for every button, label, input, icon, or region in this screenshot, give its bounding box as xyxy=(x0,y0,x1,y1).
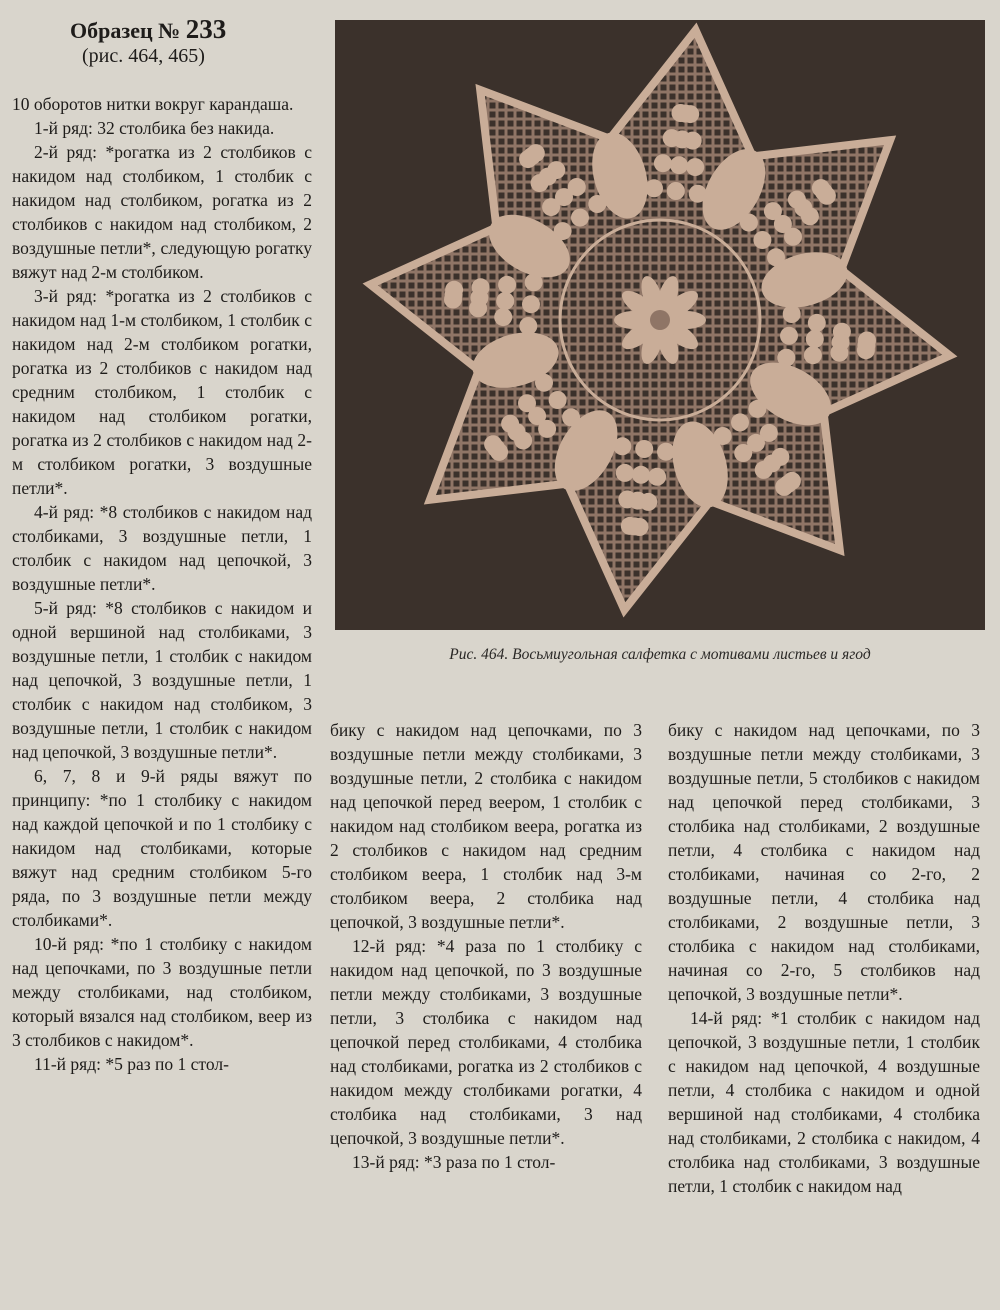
berry-motif xyxy=(784,228,802,246)
flower-center xyxy=(650,310,670,330)
berry-motif xyxy=(519,317,537,335)
instruction-paragraph: 10-й ряд: *по 1 столбику с накидом над цепочками, по 3 воздушные петли между столбиками, над столбиком, который вязался над столбиком, веер из 3 столбиков с накидом*. xyxy=(12,934,312,1050)
berry-motif xyxy=(549,391,567,409)
berry-motif xyxy=(734,444,752,462)
berry-motif xyxy=(775,478,793,496)
doily-photo xyxy=(335,20,985,630)
berry-motif xyxy=(801,207,819,225)
instructions-column-2 xyxy=(330,718,642,1174)
berry-motif xyxy=(445,281,463,299)
berry-motif xyxy=(501,415,519,433)
berry-motif xyxy=(472,278,490,296)
instruction-paragraph: 2-й ряд: *рогатка из 2 столбиков с накидом над столбиком, 1 столбик с накидом над столбиком, рогатка из 2 столбиков с накидом над столбиком, 2 воздушные петли*, следующую рогатку вяжут над 2-м столбиком. xyxy=(12,142,312,282)
berry-motif xyxy=(755,461,773,479)
berry-motif xyxy=(616,464,634,482)
berry-motif xyxy=(686,158,704,176)
instruction-paragraph: 1-й ряд: 32 столбика без накида. xyxy=(34,118,275,138)
berry-motif xyxy=(494,308,512,326)
berry-motif xyxy=(547,161,565,179)
berry-motif xyxy=(645,179,663,197)
berry-motif xyxy=(818,187,836,205)
pattern-title xyxy=(70,16,320,44)
pattern-header xyxy=(70,16,320,68)
doily-illustration xyxy=(335,20,985,630)
berry-motif xyxy=(484,435,502,453)
berry-motif xyxy=(654,154,672,172)
berry-motif xyxy=(681,105,699,123)
berry-motif xyxy=(618,490,636,508)
instruction-paragraph: бику с накидом над цепочками, по 3 воздушные петли между столбиками, 3 воздушные петли, 2 столбика с накидом над цепочкой перед веером, 1 столбик с накидом над столбиком веера, рогатка из 2 столбиков с накидом над средним столбиком веера, 1 столбик над 3-м столбиком веера, 2 столбика над цепочкой, 3 воздушные петли*. xyxy=(330,720,642,932)
instruction-paragraph: 5-й ряд: *8 столбиков с накидом и одной вершиной над столбиками, 3 воздушные петли, 1 столбик с накидом над цепочкой, 3 воздушные петли, 1 столбик с накидом над столбиком, 3 воздушные петли, 1 столбик с накидом над цепочкой, 3 воздушные петли*. xyxy=(12,598,312,762)
instruction-paragraph: 4-й ряд: *8 столбиков с накидом над столбиками, 3 воздушные петли, 1 столбик с накидом над цепочкой, 3 воздушные петли*. xyxy=(12,502,312,594)
berry-motif xyxy=(632,466,650,484)
berry-motif xyxy=(780,327,798,345)
berry-motif xyxy=(635,440,653,458)
berry-motif xyxy=(684,132,702,150)
berry-motif xyxy=(657,443,675,461)
instruction-paragraph: 13-й ряд: *3 раза по 1 стол- xyxy=(352,1152,556,1172)
figure-caption: Рис. 464. Восьмиугольная салфетка с мотивами листьев и ягод xyxy=(449,646,871,663)
instruction-paragraph: 14-й ряд: *1 столбик с накидом над цепочкой, 3 воздушные петли, 1 столбик с накидом над цепочкой, 4 воздушные петли, 4 столбика с накидом и одной вершиной над столбиками, 4 столбика над столбиками, 2 столбика с накидом, 4 столбика над столбиками, 3 воздушные петли, 1 столбик с накидом над xyxy=(668,1008,980,1196)
instruction-paragraph: 12-й ряд: *4 раза по 1 столбику с накидом над цепочкой, по 3 воздушные петли между столбиками, 3 воздушные петли, 3 столбика с накидом над цепочкой перед столбиками, 4 столбика над столбиками, рогатка из 2 столбиков с накидом между столбиками рогатки, 4 столбика над столбиками, 3 над цепочкой, 3 воздушные петли*. xyxy=(330,936,642,1148)
berry-motif xyxy=(571,209,589,227)
berry-motif xyxy=(568,178,586,196)
instruction-paragraph: 10 оборотов нитки вокруг карандаша. xyxy=(12,94,294,114)
berry-motif xyxy=(648,468,666,486)
berry-motif xyxy=(753,231,771,249)
berry-motif xyxy=(496,292,514,310)
instructions-column-3 xyxy=(668,718,980,1198)
berry-motif xyxy=(731,413,749,431)
berry-motif xyxy=(804,346,822,364)
berry-motif xyxy=(621,517,639,535)
berry-motif xyxy=(670,156,688,174)
berry-motif xyxy=(806,330,824,348)
berry-motif xyxy=(667,182,685,200)
berry-motif xyxy=(527,144,545,162)
pattern-number: 233 xyxy=(185,14,227,44)
berry-motif xyxy=(783,305,801,323)
figure-reference: (рис. 464, 465) xyxy=(82,45,205,67)
pattern-title-label: Образец № xyxy=(70,18,181,43)
berry-motif xyxy=(857,341,875,359)
berry-motif xyxy=(830,344,848,362)
berry-motif xyxy=(518,394,536,412)
instruction-paragraph: 11-й ряд: *5 раз по 1 стол- xyxy=(34,1054,229,1074)
instructions-column-1 xyxy=(12,92,312,1076)
instruction-paragraph: 3-й ряд: *рогатка из 2 столбиков с накидом над 1-м столбиком, 1 столбик с накидом над 2-м столбиком рогатки, рогатка из 2 столбиков с накидом над средним столбиком, 1 столбик с накидом над столбиком рогатки, рогатка из 2 столбиков с накидом над 2-м столбиком рогатки, 3 воздушные петли*. xyxy=(12,286,312,498)
berry-motif xyxy=(808,314,826,332)
berry-motif xyxy=(498,276,516,294)
instruction-paragraph: 6, 7, 8 и 9-й ряды вяжут по принципу: *по 1 столбику с накидом над каждой цепочкой и по 1 столбику с накидом над столбиками, которые вяжут над средним столбиком 5-го ряда, по 3 воздушные петли между столбиками*. xyxy=(12,766,312,930)
berry-motif xyxy=(522,295,540,313)
instruction-paragraph: бику с накидом над цепочками, по 3 воздушные петли между столбиками, 3 воздушные петли, 5 столбиков с накидом над цепочкой перед столбиками, 3 столбика над столбиками, 2 воздушные петли, 4 столбика с накидом над столбиками, начиная со 2-го, 2 воздушные петли, 4 столбика над столбиками, 2 воздушные петли, 3 столбика с накидом над столбиками, начиная со 2-го, 5 столбиков над цепочкой, 3 воздушные петли*. xyxy=(668,720,980,1004)
